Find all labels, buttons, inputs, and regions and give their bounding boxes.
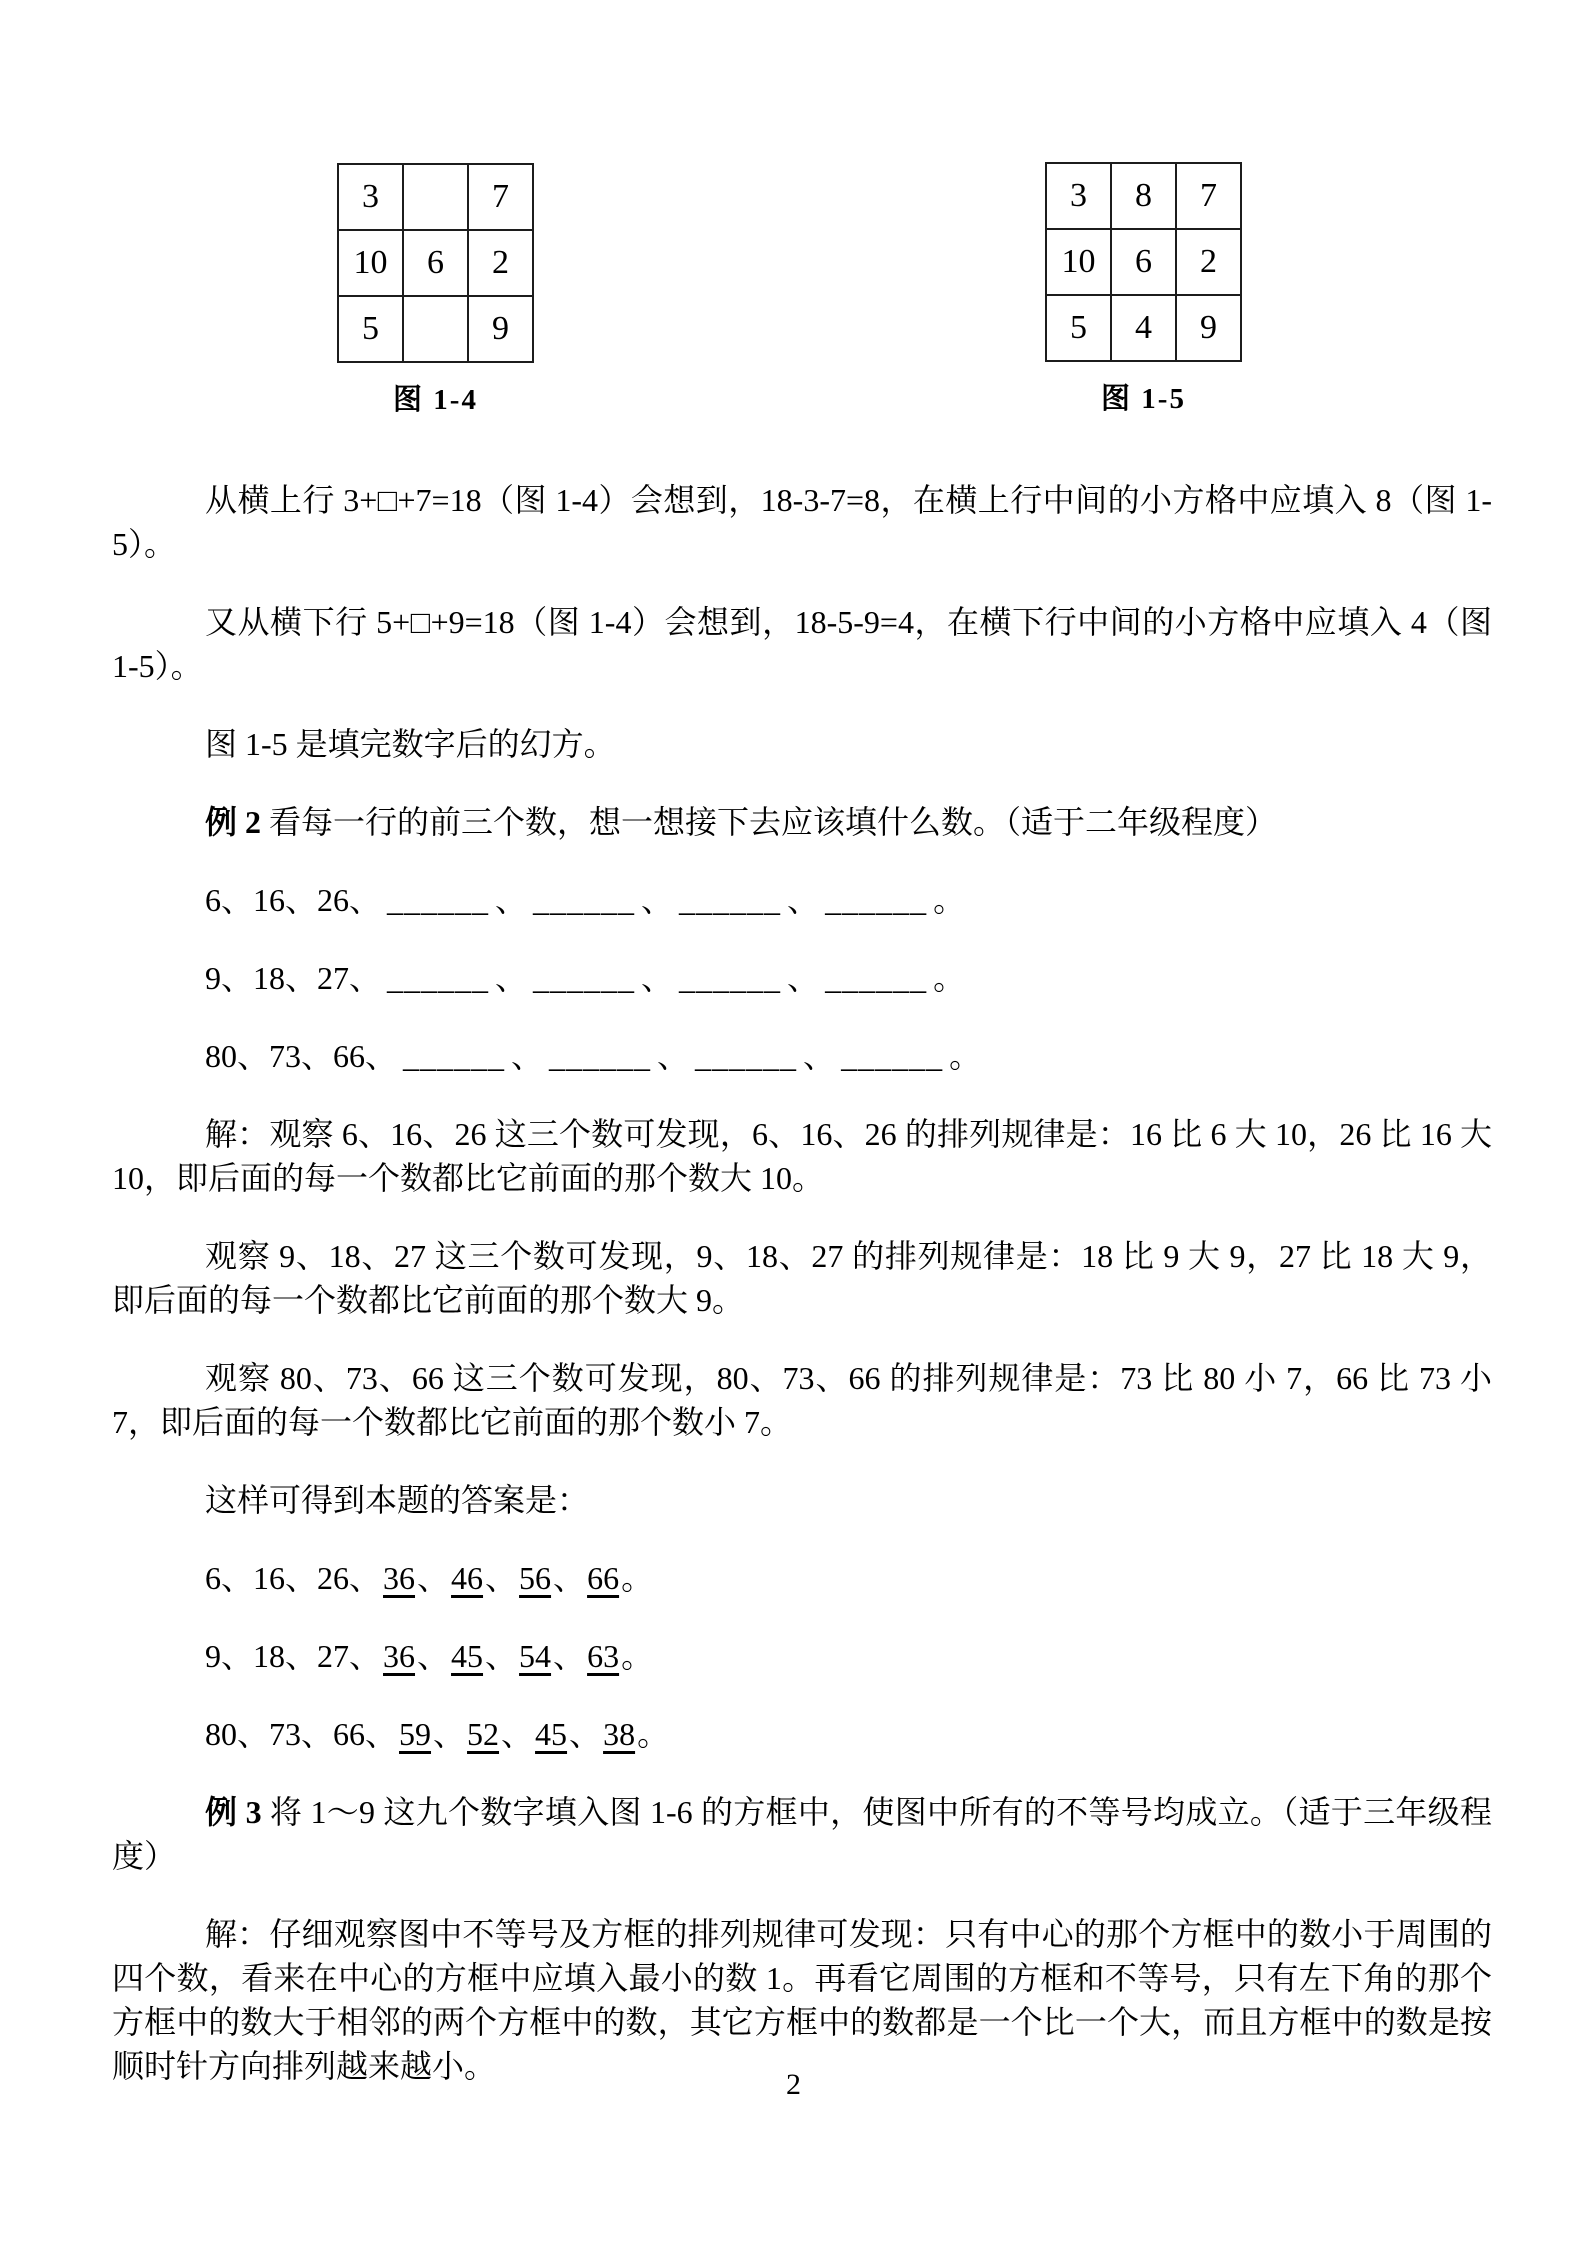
sequence-row-2 bbox=[112, 956, 1492, 1000]
grid-cell: 5 bbox=[338, 296, 403, 362]
answer-given: 9、18、27、 bbox=[205, 1638, 382, 1674]
answer-row-2 bbox=[112, 1634, 1492, 1678]
blank-line: ______ bbox=[387, 882, 490, 918]
separator: 、 bbox=[511, 1038, 544, 1074]
separator: 、 bbox=[417, 1560, 450, 1596]
para-fill-top-row: 从横上行 3+□+7=18（图 1-4）会想到，18-3-7=8，在横上行中间的小方格中应填入 8（图 1-5）。 bbox=[112, 482, 1492, 562]
grid-cell: 10 bbox=[338, 230, 403, 296]
separator: 、 bbox=[495, 882, 528, 918]
blank-line: ______ bbox=[841, 1038, 944, 1074]
answer-value: 52 bbox=[467, 1716, 500, 1752]
answer-row-3 bbox=[112, 1712, 1492, 1756]
grid-cell: 8 bbox=[1111, 163, 1176, 229]
separator: 、 bbox=[417, 1638, 450, 1674]
example-2-label: 例 2 bbox=[205, 804, 262, 840]
figure-caption: 图 1-5 bbox=[1101, 383, 1186, 415]
separator: 、 bbox=[641, 882, 674, 918]
blank-line: ______ bbox=[387, 960, 490, 996]
sequence-given: 9、18、27、 bbox=[205, 960, 382, 996]
answer-value: 45 bbox=[451, 1638, 484, 1674]
magic-square-1-5 bbox=[1045, 162, 1242, 362]
sequence-row-1 bbox=[112, 878, 1492, 922]
separator: 、 bbox=[803, 1038, 836, 1074]
example-2-heading bbox=[112, 800, 1492, 844]
grid-cell: 2 bbox=[468, 230, 533, 296]
sequence-given: 80、73、66、 bbox=[205, 1038, 398, 1074]
grid-cell: 7 bbox=[468, 164, 533, 230]
answer-value: 59 bbox=[399, 1716, 432, 1752]
separator: 、 bbox=[485, 1560, 518, 1596]
figure-caption: 图 1-4 bbox=[393, 384, 478, 416]
para-figure-note: 图 1-5 是填完数字后的幻方。 bbox=[205, 726, 616, 762]
blank-line: ______ bbox=[679, 882, 782, 918]
figure-1-4 bbox=[337, 163, 534, 418]
grid-cell bbox=[403, 164, 468, 230]
terminator: 。 bbox=[933, 960, 966, 996]
grid-cell: 10 bbox=[1046, 229, 1111, 295]
grid-cell: 9 bbox=[1176, 295, 1241, 361]
blank-line: ______ bbox=[549, 1038, 652, 1074]
separator: 、 bbox=[501, 1716, 534, 1752]
blank-line: ______ bbox=[533, 960, 636, 996]
separator: 、 bbox=[641, 960, 674, 996]
blank-line: ______ bbox=[533, 882, 636, 918]
answers-intro: 这样可得到本题的答案是： bbox=[205, 1482, 590, 1518]
grid-cell: 9 bbox=[468, 296, 533, 362]
answer-value: 46 bbox=[451, 1560, 484, 1596]
grid-cell: 6 bbox=[403, 230, 468, 296]
grid-cell: 7 bbox=[1176, 163, 1241, 229]
blank-line: ______ bbox=[825, 960, 928, 996]
terminator: 。 bbox=[637, 1716, 670, 1752]
answer-value: 45 bbox=[535, 1716, 568, 1752]
grid-cell: 6 bbox=[1111, 229, 1176, 295]
terminator: 。 bbox=[621, 1638, 654, 1674]
blank-line: ______ bbox=[679, 960, 782, 996]
separator: 、 bbox=[485, 1638, 518, 1674]
terminator: 。 bbox=[949, 1038, 982, 1074]
answer-value: 66 bbox=[587, 1560, 620, 1596]
text-body bbox=[112, 478, 1500, 2122]
answer-given: 6、16、26、 bbox=[205, 1560, 382, 1596]
answer-value: 54 bbox=[519, 1638, 552, 1674]
separator: 、 bbox=[569, 1716, 602, 1752]
separator: 、 bbox=[787, 882, 820, 918]
answer-value: 36 bbox=[383, 1638, 416, 1674]
para-fill-bottom-row: 又从横下行 5+□+9=18（图 1-4）会想到，18-5-9=4，在横下行中间的小方格中应填入 4（图 1-5）。 bbox=[112, 604, 1500, 684]
example-3-heading bbox=[112, 1790, 1492, 1878]
magic-square-1-4 bbox=[337, 163, 534, 363]
grid-cell: 5 bbox=[1046, 295, 1111, 361]
grid-cell: 3 bbox=[1046, 163, 1111, 229]
answer-given: 80、73、66、 bbox=[205, 1716, 398, 1752]
separator: 、 bbox=[787, 960, 820, 996]
example-3-label: 例 3 bbox=[205, 1794, 262, 1830]
blank-line: ______ bbox=[403, 1038, 506, 1074]
solution-para-3: 观察 80、73、66 这三个数可发现，80、73、66 的排列规律是：73 比 80 小 7，66 比 73 小 7，即后面的每一个数都比它前面的那个数小 7。 bbox=[112, 1360, 1500, 1440]
example-3-text: 将 1～9 这九个数字填入图 1-6 的方框中，使图中所有的不等号均成立。（适于三年级程度） bbox=[112, 1794, 1492, 1874]
terminator: 。 bbox=[621, 1560, 654, 1596]
sequence-row-3 bbox=[112, 1034, 1492, 1078]
answer-value: 63 bbox=[587, 1638, 620, 1674]
answer-value: 56 bbox=[519, 1560, 552, 1596]
separator: 、 bbox=[433, 1716, 466, 1752]
answer-value: 38 bbox=[603, 1716, 636, 1752]
separator: 、 bbox=[553, 1638, 586, 1674]
grid-cell bbox=[403, 296, 468, 362]
sequence-given: 6、16、26、 bbox=[205, 882, 382, 918]
solution-para-example-3: 解：仔细观察图中不等号及方框的排列规律可发现：只有中心的那个方框中的数小于周围的四个数，看来在中心的方框中应填入最小的数 1。再看它周围的方框和不等号，只有左下角的那个方框中的数大于相邻的两个方框中的数，其它方框中的数都是一个比一个大，而且方框中的数是按顺时针方向排列越来越小。 bbox=[112, 1916, 1492, 2084]
solution-para-2: 观察 9、18、27 这三个数可发现，9、18、27 的排列规律是：18 比 9 大 9，27 比 18 大 9，即后面的每一个数都比它前面的那个数大 9。 bbox=[112, 1238, 1492, 1318]
example-2-text: 看每一行的前三个数，想一想接下去应该填什么数。（适于二年级程度） bbox=[261, 804, 1278, 840]
figure-1-5 bbox=[1045, 162, 1242, 417]
page-number: 2 bbox=[786, 2068, 801, 2101]
answer-row-1 bbox=[112, 1556, 1492, 1600]
separator: 、 bbox=[495, 960, 528, 996]
blank-line: ______ bbox=[695, 1038, 798, 1074]
grid-cell: 3 bbox=[338, 164, 403, 230]
separator: 、 bbox=[657, 1038, 690, 1074]
grid-cell: 4 bbox=[1111, 295, 1176, 361]
terminator: 。 bbox=[933, 882, 966, 918]
answer-value: 36 bbox=[383, 1560, 416, 1596]
solution-para-1: 解：观察 6、16、26 这三个数可发现，6、16、26 的排列规律是：16 比 6 大 10，26 比 16 大 10，即后面的每一个数都比它前面的那个数大 10。 bbox=[112, 1116, 1500, 1196]
separator: 、 bbox=[553, 1560, 586, 1596]
blank-line: ______ bbox=[825, 882, 928, 918]
grid-cell: 2 bbox=[1176, 229, 1241, 295]
